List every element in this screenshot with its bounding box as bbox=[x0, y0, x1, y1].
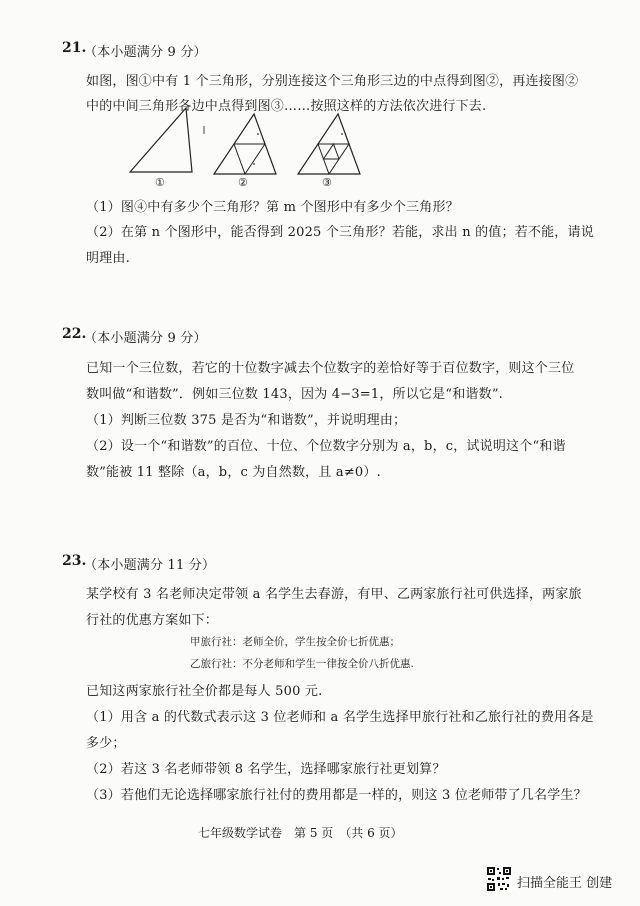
q21-text-line1: 如图，图①中有 1 个三角形，分别连接这个三角形三边的中点得到图②，再连接图② bbox=[86, 74, 579, 89]
q22-text-line1: 已知一个三位数，若它的十位数字减去个位数字的差恰好等于百位数字，则这个三位 bbox=[86, 361, 575, 376]
q22-sub2-line1: （2）设一个“和谐数”的百位、十位、个位数字分别为 a，b，c，试说明这个“和谐 bbox=[86, 439, 566, 454]
q22-sub1: （1）判断三位数 375 是否为“和谐数”，并说明理由； bbox=[86, 413, 407, 428]
q23-sub1-line1: （1）用含 a 的代数式表示这 3 位老师和 a 名学生选择甲旅行社和乙旅行社的费用各是 bbox=[86, 710, 594, 725]
q21-sub1: （1）图④中有多少个三角形？第 m 个图形中有多少个三角形？ bbox=[86, 200, 459, 215]
q22-score: （本小题满分 9 分） bbox=[84, 331, 207, 346]
q23-offer-a: 甲旅行社：老师全价，学生按全价七折优惠； bbox=[190, 636, 400, 648]
q21-number: 21. bbox=[62, 40, 87, 56]
q23-sub2: （2）若这 3 名老师带领 8 名学生，选择哪家旅行社更划算？ bbox=[86, 762, 446, 777]
figure-1-triangle bbox=[128, 104, 208, 176]
page-footer: 七年级数学试卷 第 5 页 （共 6 页） bbox=[198, 826, 403, 840]
q21-score: （本小题满分 9 分） bbox=[84, 45, 207, 60]
q21-sub2-line1: （2）在第 n 个图形中，能否得到 2025 个三角形？若能，求出 n 的值；若不能，请说 bbox=[86, 225, 594, 240]
q23-sub3: （3）若他们无论选择哪家旅行社付的费用都是一样的，则这 3 位老师带了几名学生？ bbox=[86, 788, 587, 803]
q22-text-line2: 数叫做“和谐数”．例如三位数 143，因为 4−3=1，所以它是“和谐数”. bbox=[86, 387, 503, 402]
q23-text-line2: 行社的优惠方案如下： bbox=[86, 613, 219, 628]
figure-3-label: ③ bbox=[322, 176, 332, 189]
figure-2-triangle bbox=[212, 112, 284, 176]
q21-sub2-line2: 明理由. bbox=[86, 251, 130, 266]
qr-code-icon bbox=[486, 866, 512, 892]
q23-score: （本小题满分 11 分） bbox=[84, 558, 216, 573]
figure-1-label: ① bbox=[155, 176, 165, 189]
q21-text-line2: 中的中间三角形各边中点得到图③……按照这样的方法依次进行下去. bbox=[86, 99, 487, 114]
q23-number: 23. bbox=[62, 553, 87, 569]
q22-sub2-line2: 数”能被 11 整除（a，b，c 为自然数，且 a≠0）. bbox=[86, 465, 381, 480]
q23-offer-b: 乙旅行社：不分老师和学生一律按全价八折优惠. bbox=[190, 658, 414, 670]
scanner-watermark: 扫描全能王 创建 bbox=[517, 876, 613, 891]
q23-text-line3: 已知这两家旅行社全价都是每人 500 元. bbox=[86, 684, 323, 699]
figure-3-triangle bbox=[296, 112, 368, 176]
figure-2-label: ② bbox=[238, 176, 248, 189]
q23-text-line1: 某学校有 3 名老师决定带领 a 名学生去春游，有甲、乙两家旅行社可供选择，两家旅 bbox=[86, 587, 582, 602]
q22-number: 22. bbox=[62, 326, 87, 342]
q23-sub1-line2: 多少； bbox=[86, 736, 126, 751]
